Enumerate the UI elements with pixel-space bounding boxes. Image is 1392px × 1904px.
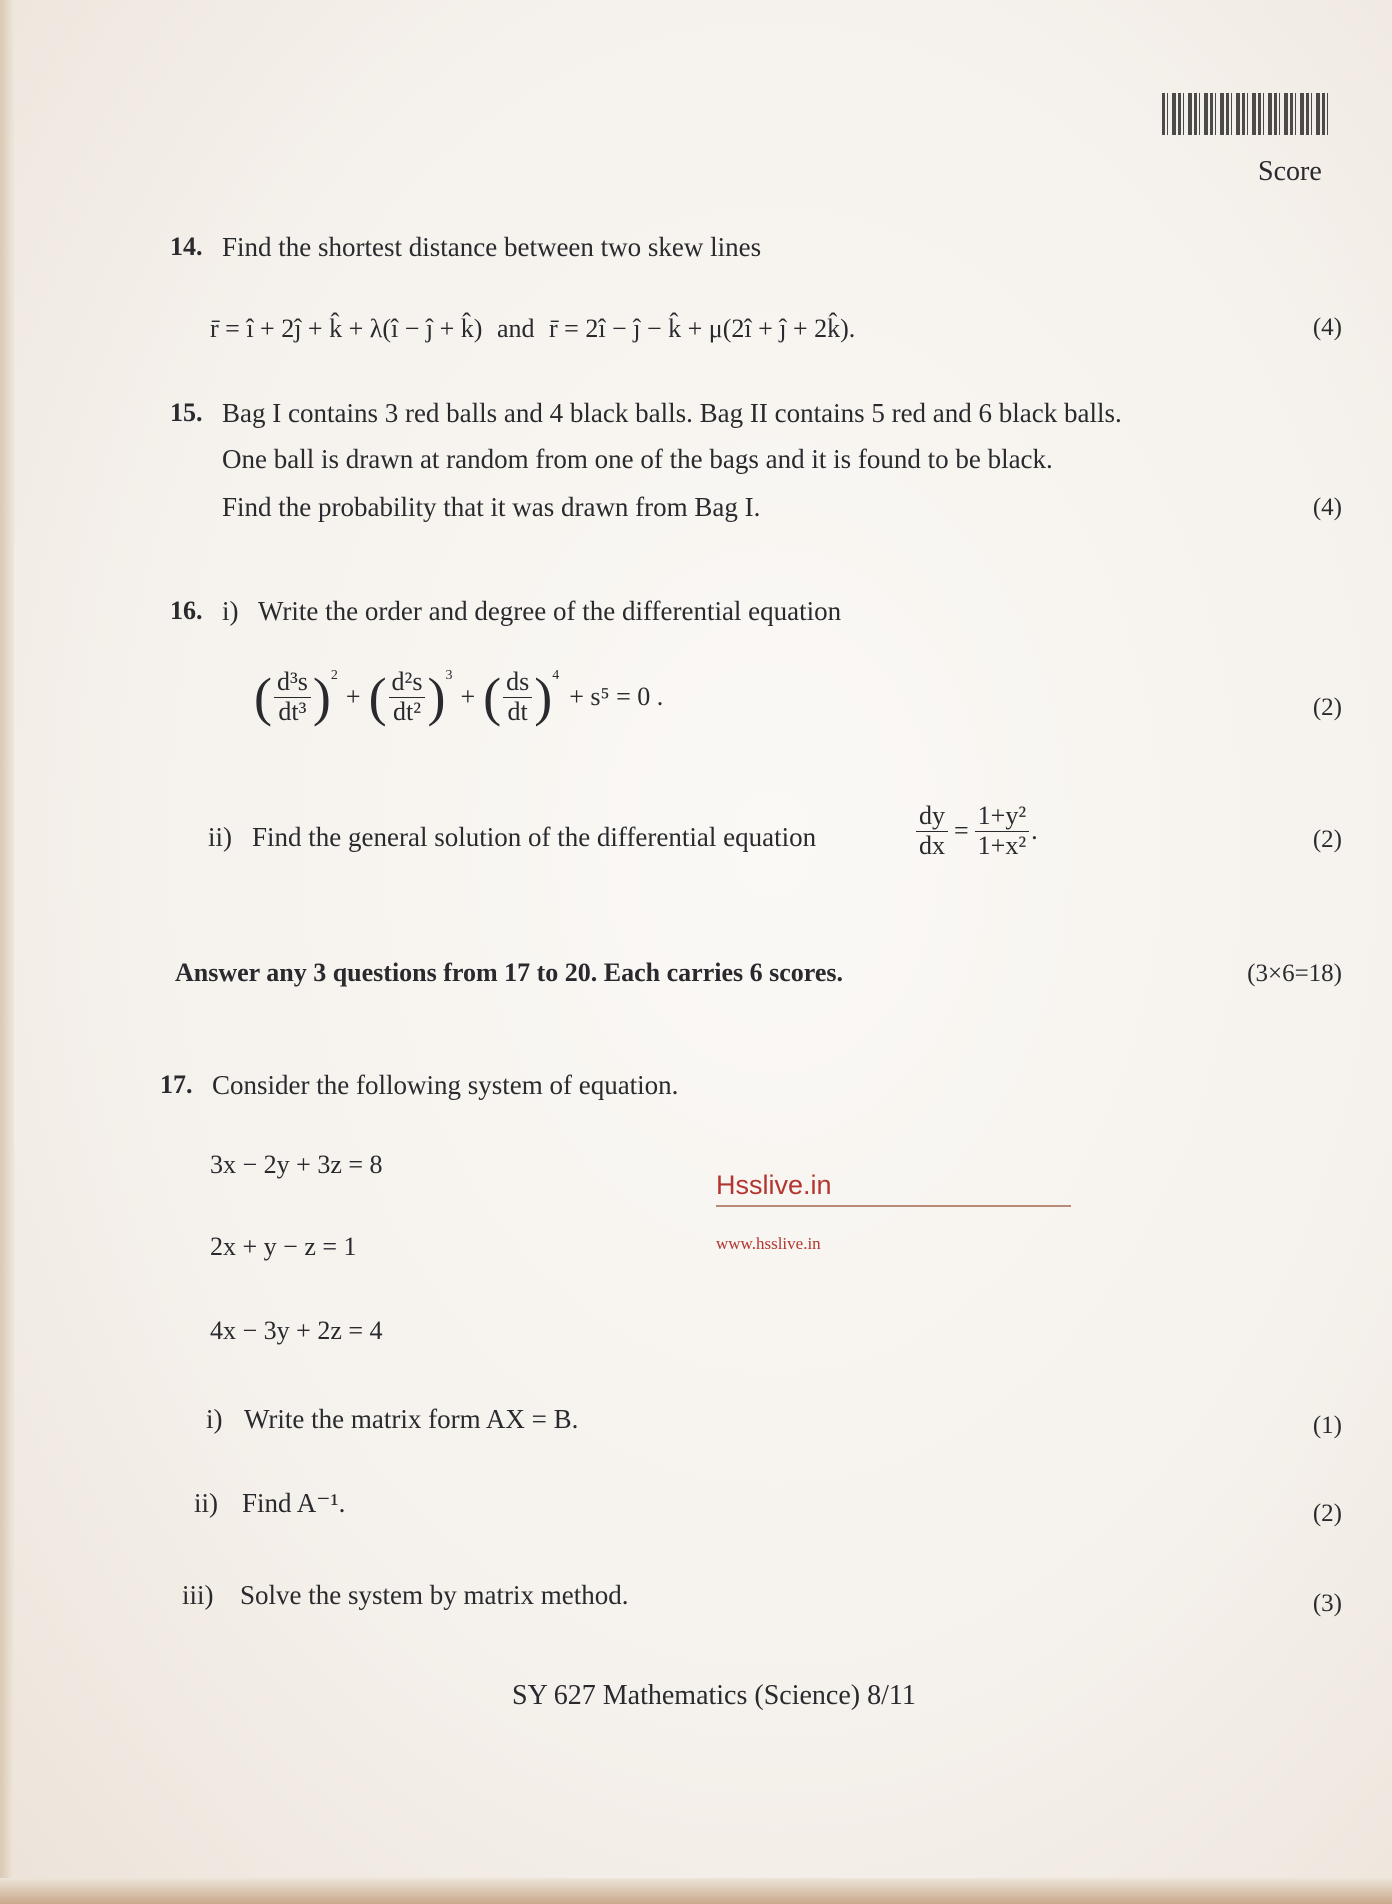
line-1-equation: r̄ = î + 2ĵ + k̂ + λ(î − ĵ + k̂) xyxy=(210,314,483,343)
term-1-power: 2 xyxy=(330,668,338,683)
question-15-line-2: One ball is drawn at random from one of the bags and it is found to be black. xyxy=(222,444,1053,474)
line-2-equation: r̄ = 2î − ĵ − k̂ + μ(2î + ĵ + 2k̂). xyxy=(549,314,856,343)
question-17-part-1-text: Write the matrix form AX = B. xyxy=(244,1404,579,1434)
term-1-fraction: $\frac{\text{d³s}}{\text{dt³}}$ xyxy=(274,668,311,726)
question-15-marks: (4) xyxy=(1312,494,1342,521)
term-3-fraction: $\frac{ds}{dt}$ xyxy=(503,668,532,726)
question-17-part-3-text: Solve the system by matrix method. xyxy=(240,1580,629,1610)
question-15-line-3: Find the probability that it was drawn from Bag I. xyxy=(222,492,761,522)
question-17-part-3-marks: (3) xyxy=(1312,1590,1342,1617)
differential-equation: ( $\frac{\text{d³s}}{\text{dt³}}$ ) $^2$ + ( $\frac{\text{d²s}}{\text{dt²}}$ ) $^3$ + ( $\frac{ds}{dt}$ ) $^4$ + s⁵ = 0 . xyxy=(254,667,664,728)
question-17-part-3-label: iii) xyxy=(182,1580,214,1610)
question-16-part-2-label: ii) xyxy=(208,822,232,852)
term-3-power: 4 xyxy=(552,668,560,683)
question-16-part-1-label: i) xyxy=(222,596,239,626)
question-17-part-1-label: i) xyxy=(206,1404,223,1434)
watermark-url: www.hsslive.in xyxy=(716,1234,821,1253)
question-16-part-2-text: Find the general solution of the differential equation xyxy=(252,822,817,852)
section-instruction: Answer any 3 questions from 17 to 20. Each carries 6 scores. xyxy=(175,958,844,987)
and-word: and xyxy=(496,314,535,343)
question-16-part-1-marks: (2) xyxy=(1312,694,1342,721)
equation-tail: + s⁵ = 0 . xyxy=(569,682,664,712)
question-number-16: 16. xyxy=(170,596,203,625)
question-14-text: Find the shortest distance between two skew lines xyxy=(222,232,762,262)
page-edge-bottom xyxy=(0,1878,1392,1904)
question-17-part-1-marks: (1) xyxy=(1312,1412,1342,1439)
term-2-fraction: $\frac{\text{d²s}}{\text{dt²}}$ xyxy=(389,668,426,726)
ode-expression: $\frac{dy}{dx}$ = $\frac{\text{1+y²}}{\text{1+x²}}$ . xyxy=(914,802,1038,860)
page-footer: SY 627 Mathematics (Science) 8/11 xyxy=(512,1680,916,1711)
barcode xyxy=(1162,93,1332,135)
rhs-fraction: $\frac{\text{1+y²}}{\text{1+x²}}$ xyxy=(975,802,1029,860)
term-2-power: 3 xyxy=(445,668,453,683)
equation-2: 2x + y − z = 1 xyxy=(210,1232,357,1261)
question-number-15: 15. xyxy=(170,398,203,427)
question-14-equations xyxy=(210,314,855,344)
equation-1: 3x − 2y + 3z = 8 xyxy=(210,1150,383,1179)
exam-page xyxy=(14,0,1392,1878)
score-label: Score xyxy=(1258,156,1322,187)
question-14-marks: (4) xyxy=(1312,314,1342,341)
watermark-brand: Hsslive.in xyxy=(716,1170,832,1200)
equation-3: 4x − 3y + 2z = 4 xyxy=(210,1316,383,1345)
watermark-underline xyxy=(716,1205,1071,1207)
question-17-part-2-marks: (2) xyxy=(1312,1500,1342,1527)
page-edge-left xyxy=(0,0,14,1904)
dy-dx-fraction: $\frac{dy}{dx}$ xyxy=(916,802,948,860)
question-16-part-1-text: Write the order and degree of the differential equation xyxy=(258,596,842,626)
question-15-line-1: Bag I contains 3 red balls and 4 black balls. Bag II contains 5 red and 6 black balls. xyxy=(222,398,1122,428)
question-number-14: 14. xyxy=(170,232,203,261)
question-17-part-2-text: Find A⁻¹. xyxy=(242,1488,346,1518)
question-number-17: 17. xyxy=(160,1070,193,1099)
question-16-part-2-marks: (2) xyxy=(1312,826,1342,853)
question-17-text: Consider the following system of equation. xyxy=(212,1070,679,1100)
section-marks: (3×6=18) xyxy=(1247,960,1342,987)
question-17-part-2-label: ii) xyxy=(194,1488,218,1518)
